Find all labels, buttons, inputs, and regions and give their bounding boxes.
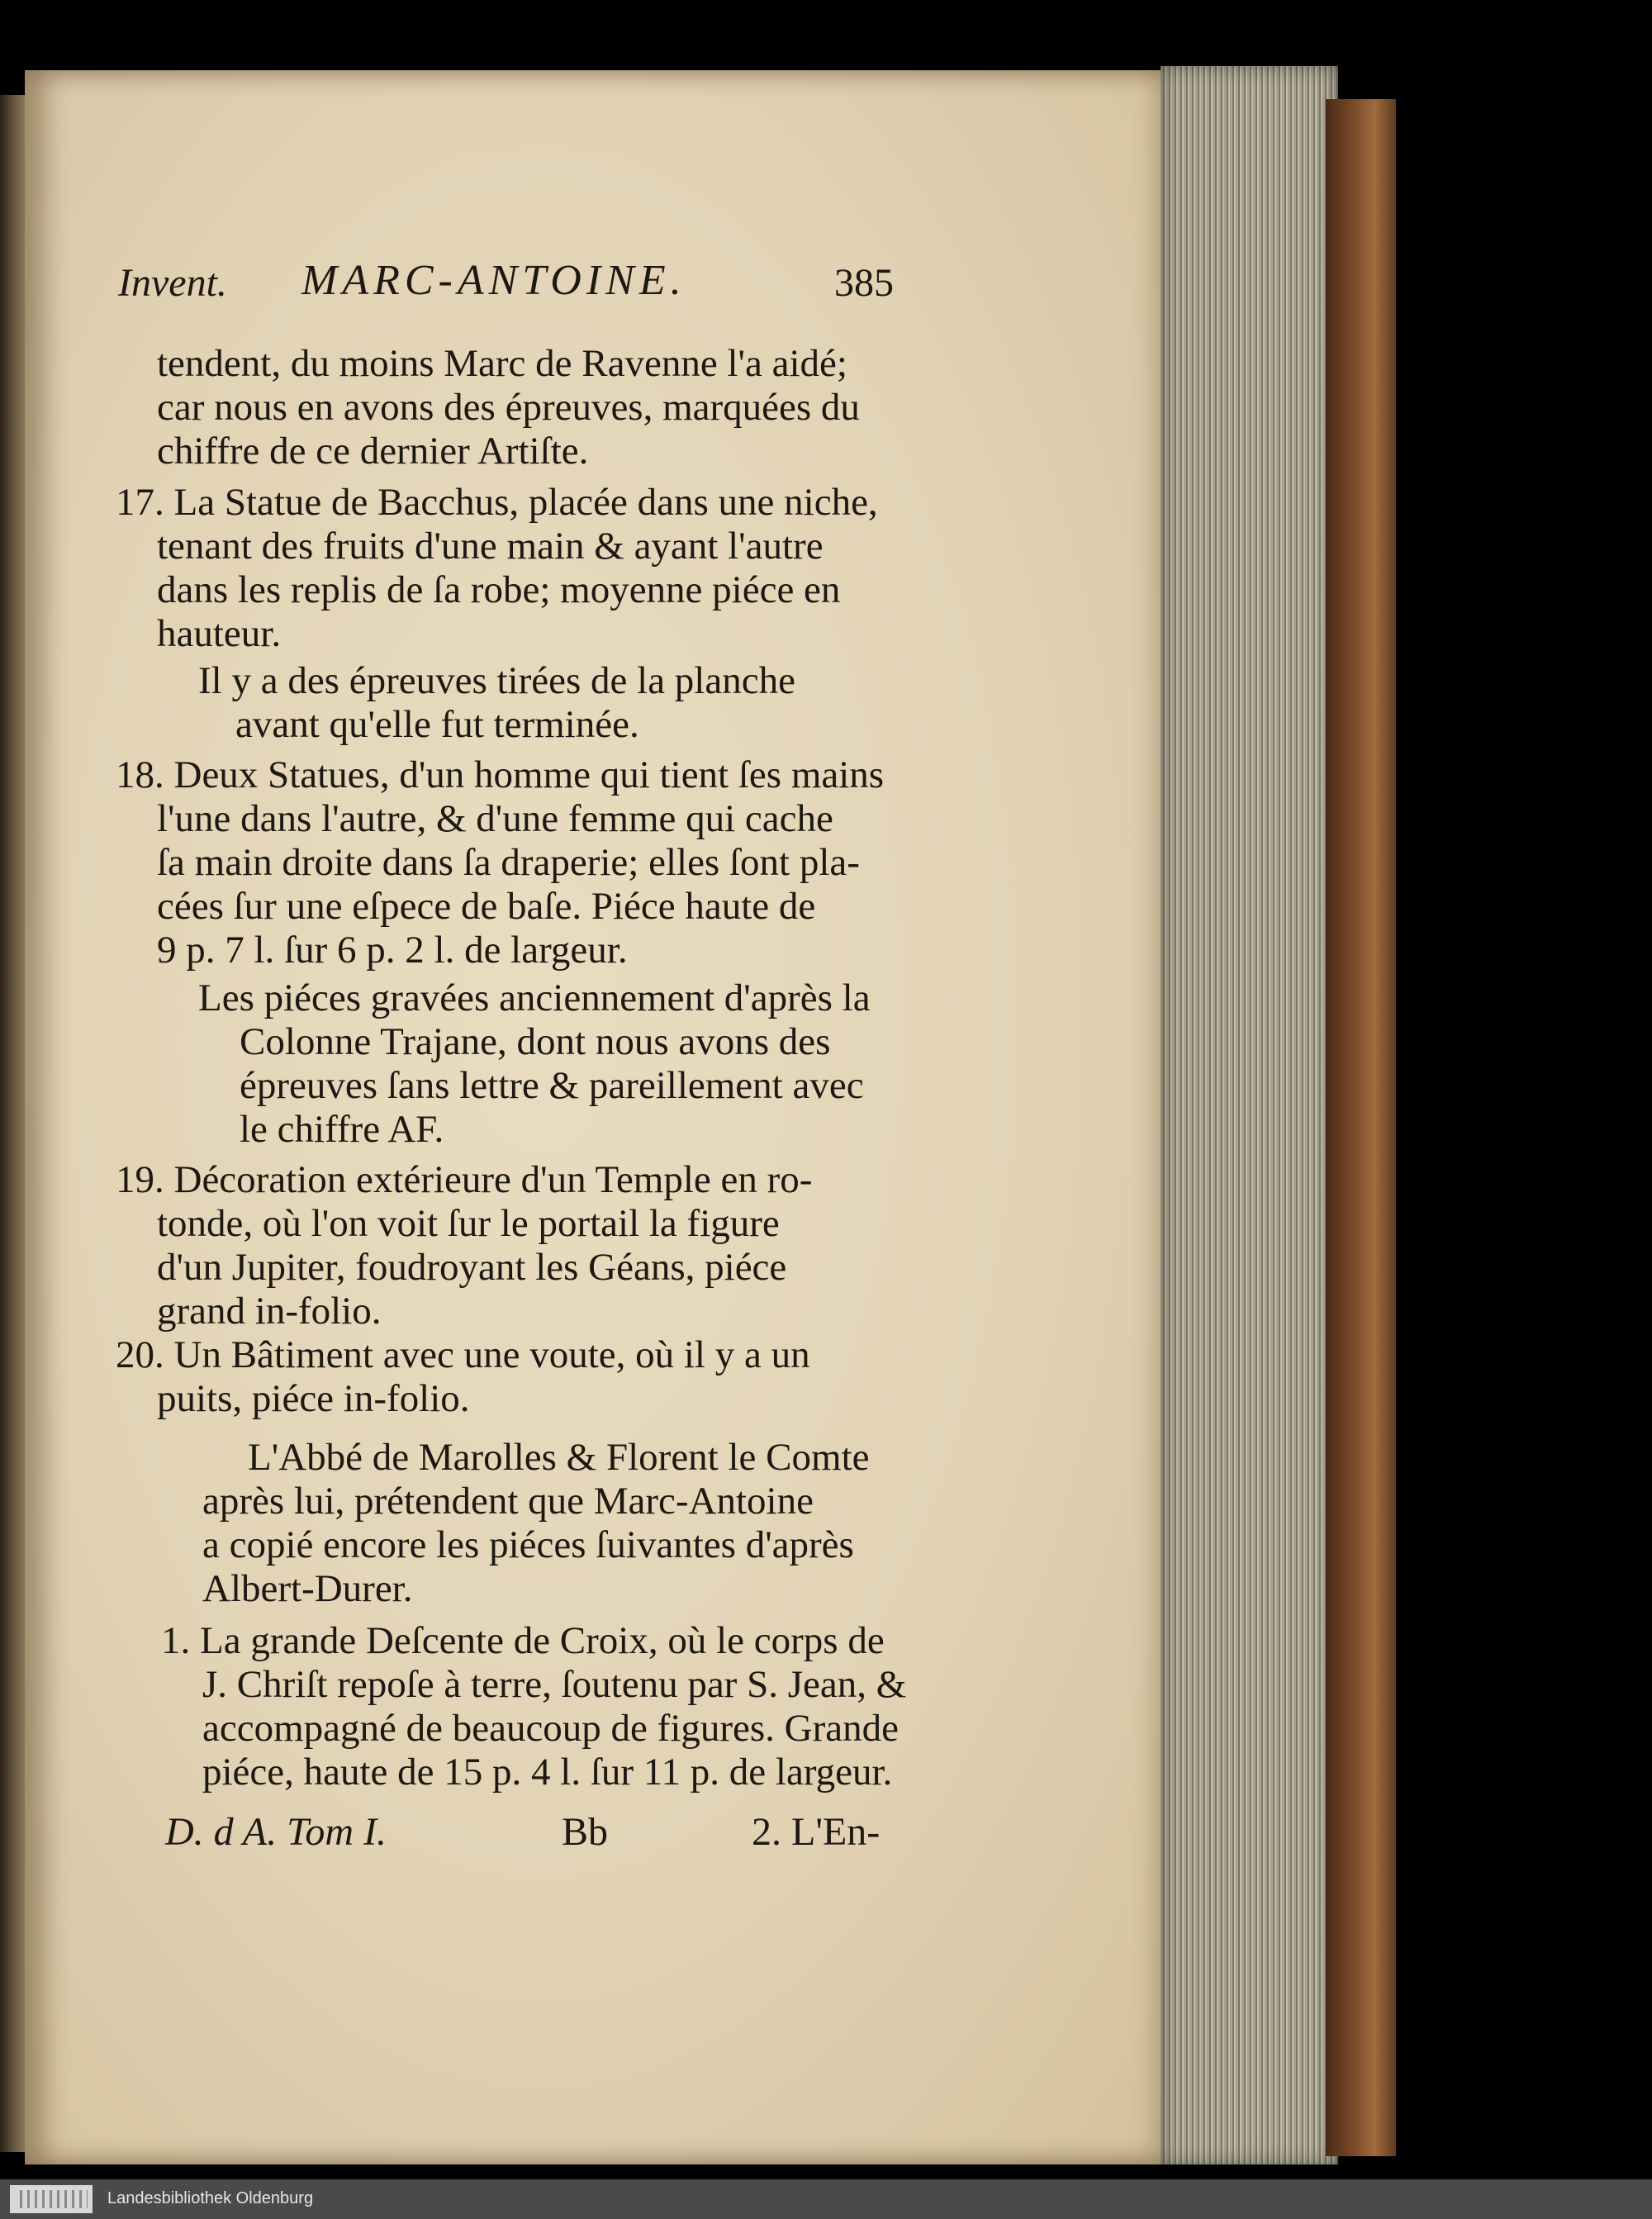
catchword: 2. L'En- [752, 1810, 881, 1854]
text-line: l'une dans l'autre, & d'une femme qui cache [157, 797, 833, 840]
library-logo-icon [10, 2185, 93, 2213]
text-line: Il y a des épreuves tirées de la planche [198, 659, 795, 702]
text-line: J. Chriſt repoſe à terre, ſoutenu par S. Jean, & [202, 1663, 907, 1706]
text-line: 17. La Statue de Bacchus, placée dans une niche, [116, 481, 878, 524]
text-line: hauteur. [157, 612, 282, 655]
text-line: 9 p. 7 l. ſur 6 p. 2 l. de largeur. [157, 929, 628, 972]
signature-mark: Bb [562, 1810, 609, 1854]
text-line: puits, piéce in-folio. [157, 1377, 470, 1420]
text-line: car nous en avons des épreuves, marquées du [157, 386, 860, 429]
library-name: Landesbibliothek Oldenburg [107, 2189, 314, 2207]
text-line: a copié encore les piéces ſuivantes d'après [202, 1523, 854, 1566]
text-line: ſa main droite dans ſa draperie; elles ſont pla- [157, 841, 860, 884]
running-head-title: MARC-ANTOINE. [301, 257, 686, 304]
footer-volume: D. d A. Tom I. [165, 1810, 387, 1854]
text-line: 1. La grande Deſcente de Croix, où le corps de [161, 1619, 885, 1662]
text-line: après lui, prétendent que Marc-Antoine [202, 1480, 814, 1523]
text-line: piéce, haute de 15 p. 4 l. ſur 11 p. de largeur. [202, 1751, 893, 1794]
text-line: chiffre de ce dernier Artiſte. [157, 430, 589, 473]
text-line: avant qu'elle fut terminée. [235, 703, 639, 746]
text-line: dans les replis de ſa robe; moyenne piéce en [157, 568, 841, 611]
text-line: cées ſur une eſpece de baſe. Piéce haute de [157, 885, 816, 928]
text-line: grand in-folio. [157, 1290, 382, 1333]
text-line: tenant des fruits d'une main & ayant l'autre [157, 525, 824, 568]
text-line: Albert-Durer. [202, 1567, 413, 1610]
text-line: L'Abbé de Marolles & Florent le Comte [248, 1436, 870, 1479]
text-line: accompagné de beaucoup de figures. Grande [202, 1707, 899, 1750]
text-line: le chiffre AF. [240, 1108, 444, 1151]
text-line: Colonne Trajane, dont nous avons des [240, 1020, 831, 1063]
text-line: 20. Un Bâtiment avec une voute, où il y a un [116, 1333, 810, 1376]
text-line: tonde, où l'on voit ſur le portail la figure [157, 1202, 780, 1245]
running-head-left: Invent. [118, 261, 227, 305]
text-line: 18. Deux Statues, d'un homme qui tient ſes mains [116, 753, 885, 796]
text-line: d'un Jupiter, foudroyant les Géans, piéce [157, 1246, 787, 1289]
text-line: 19. Décoration extérieure d'un Temple en ro- [116, 1158, 813, 1201]
library-bar [0, 2179, 1652, 2219]
text-line: tendent, du moins Marc de Ravenne l'a aidé; [157, 342, 847, 385]
text-line: épreuves ſans lettre & pareillement avec [240, 1064, 864, 1107]
page-number: 385 [834, 261, 894, 305]
text-line: Les piéces gravées anciennement d'après la [198, 976, 871, 1019]
